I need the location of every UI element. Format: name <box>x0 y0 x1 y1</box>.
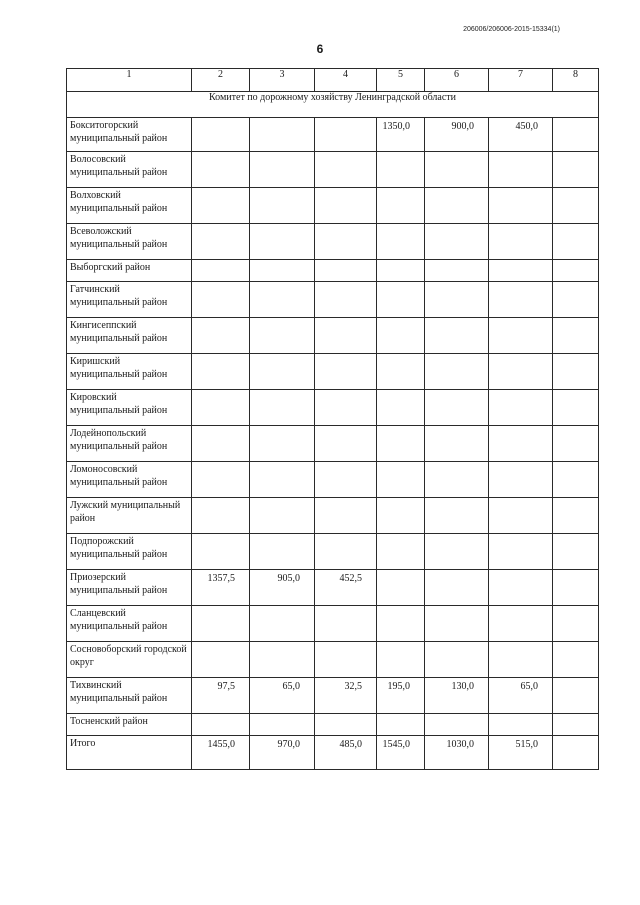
value-cell <box>250 354 315 390</box>
value-cell <box>377 570 425 606</box>
value-cell <box>192 606 250 642</box>
value-cell <box>553 260 599 282</box>
value-cell <box>192 260 250 282</box>
value-cell <box>553 678 599 714</box>
value-cell <box>377 224 425 260</box>
value-cell <box>425 462 489 498</box>
value-cell <box>489 642 553 678</box>
value-cell <box>553 606 599 642</box>
value-cell <box>425 318 489 354</box>
value-cell <box>425 606 489 642</box>
value-cell <box>489 534 553 570</box>
value-cell <box>489 188 553 224</box>
table-row <box>67 678 599 714</box>
district-name: Сланцевский муниципальный район <box>67 606 192 642</box>
value-cell <box>425 282 489 318</box>
value-cell <box>553 642 599 678</box>
value-cell <box>377 354 425 390</box>
value-cell: 1455,0 <box>192 736 250 770</box>
data-table <box>66 68 599 770</box>
value-cell <box>377 462 425 498</box>
value-cell <box>489 282 553 318</box>
value-cell <box>377 642 425 678</box>
value-cell <box>315 188 377 224</box>
value-cell <box>315 260 377 282</box>
district-name: Бокситогорский муниципальный район <box>67 118 192 152</box>
value-cell <box>425 152 489 188</box>
value-cell <box>425 354 489 390</box>
table-row <box>67 570 599 606</box>
column-number: 4 <box>315 69 377 92</box>
value-cell <box>250 462 315 498</box>
district-name: Лужский муниципальный район <box>67 498 192 534</box>
value-cell <box>192 714 250 736</box>
district-name: Тосненский район <box>67 714 192 736</box>
district-name: Кировский муниципальный район <box>67 390 192 426</box>
table-row <box>67 318 599 354</box>
value-cell <box>553 714 599 736</box>
value-cell <box>553 390 599 426</box>
value-cell <box>192 282 250 318</box>
value-cell <box>489 570 553 606</box>
value-cell <box>192 118 250 152</box>
value-cell <box>315 714 377 736</box>
table-row <box>67 714 599 736</box>
value-cell <box>489 354 553 390</box>
value-cell <box>315 606 377 642</box>
value-cell <box>553 426 599 462</box>
value-cell <box>553 224 599 260</box>
value-cell <box>192 224 250 260</box>
value-cell <box>553 188 599 224</box>
value-cell <box>250 426 315 462</box>
table-row <box>67 736 599 770</box>
value-cell <box>553 462 599 498</box>
table-row <box>67 152 599 188</box>
value-cell: 900,0 <box>425 118 489 152</box>
value-cell <box>553 354 599 390</box>
table-row <box>67 390 599 426</box>
value-cell <box>250 118 315 152</box>
table-row <box>67 642 599 678</box>
value-cell <box>315 462 377 498</box>
value-cell: 450,0 <box>489 118 553 152</box>
value-cell <box>192 152 250 188</box>
value-cell <box>315 390 377 426</box>
value-cell <box>489 318 553 354</box>
value-cell <box>315 642 377 678</box>
value-cell <box>315 318 377 354</box>
value-cell <box>489 426 553 462</box>
value-cell <box>489 498 553 534</box>
value-cell <box>425 534 489 570</box>
value-cell <box>250 188 315 224</box>
column-number: 3 <box>250 69 315 92</box>
value-cell <box>377 318 425 354</box>
value-cell <box>315 224 377 260</box>
value-cell <box>250 534 315 570</box>
district-name: Выборгский район <box>67 260 192 282</box>
value-cell: 97,5 <box>192 678 250 714</box>
district-name: Лодейнопольский муниципальный район <box>67 426 192 462</box>
table-row <box>67 534 599 570</box>
value-cell <box>192 188 250 224</box>
value-cell <box>425 224 489 260</box>
value-cell <box>425 642 489 678</box>
value-cell <box>377 390 425 426</box>
table-row <box>67 462 599 498</box>
value-cell <box>250 714 315 736</box>
section-title: Комитет по дорожному хозяйству Ленинградской области <box>67 92 599 118</box>
district-name: Киришский муниципальный район <box>67 354 192 390</box>
value-cell <box>192 498 250 534</box>
value-cell: 65,0 <box>489 678 553 714</box>
table-row <box>67 354 599 390</box>
value-cell: 1545,0 <box>377 736 425 770</box>
table-row <box>67 282 599 318</box>
value-cell <box>315 534 377 570</box>
value-cell <box>425 188 489 224</box>
value-cell: 65,0 <box>250 678 315 714</box>
value-cell <box>377 282 425 318</box>
district-name: Всеволожский муниципальный район <box>67 224 192 260</box>
value-cell <box>315 282 377 318</box>
value-cell <box>192 642 250 678</box>
value-cell: 970,0 <box>250 736 315 770</box>
value-cell <box>377 498 425 534</box>
value-cell <box>489 224 553 260</box>
value-cell <box>489 260 553 282</box>
value-cell <box>315 498 377 534</box>
value-cell <box>250 260 315 282</box>
value-cell <box>250 642 315 678</box>
value-cell: 195,0 <box>377 678 425 714</box>
value-cell <box>250 498 315 534</box>
value-cell <box>489 714 553 736</box>
value-cell <box>425 714 489 736</box>
table-row <box>67 188 599 224</box>
value-cell <box>425 570 489 606</box>
district-name: Итого <box>67 736 192 770</box>
section-row <box>67 92 599 118</box>
table-row <box>67 426 599 462</box>
value-cell <box>377 260 425 282</box>
column-number: 1 <box>67 69 192 92</box>
value-cell <box>192 354 250 390</box>
value-cell: 452,5 <box>315 570 377 606</box>
value-cell <box>377 426 425 462</box>
table-row <box>67 606 599 642</box>
district-name: Волосовский муниципальный район <box>67 152 192 188</box>
district-name: Тихвинский муниципальный район <box>67 678 192 714</box>
column-number-row <box>67 69 599 92</box>
table-row <box>67 498 599 534</box>
value-cell <box>489 606 553 642</box>
value-cell <box>315 152 377 188</box>
district-name: Кингисеппский муниципальный район <box>67 318 192 354</box>
value-cell <box>250 282 315 318</box>
district-name: Гатчинский муниципальный район <box>67 282 192 318</box>
value-cell <box>192 390 250 426</box>
value-cell: 1350,0 <box>377 118 425 152</box>
value-cell <box>425 498 489 534</box>
value-cell <box>250 152 315 188</box>
value-cell <box>553 534 599 570</box>
value-cell <box>553 318 599 354</box>
table-row <box>67 224 599 260</box>
value-cell <box>377 606 425 642</box>
value-cell <box>315 354 377 390</box>
value-cell <box>250 224 315 260</box>
value-cell: 130,0 <box>425 678 489 714</box>
value-cell <box>315 118 377 152</box>
table-row <box>67 260 599 282</box>
value-cell: 485,0 <box>315 736 377 770</box>
district-name: Сосновоборский городской округ <box>67 642 192 678</box>
value-cell <box>250 606 315 642</box>
value-cell <box>553 152 599 188</box>
value-cell <box>553 282 599 318</box>
column-number: 7 <box>489 69 553 92</box>
column-number: 8 <box>553 69 599 92</box>
value-cell <box>377 534 425 570</box>
value-cell <box>425 390 489 426</box>
value-cell <box>425 426 489 462</box>
value-cell <box>553 570 599 606</box>
value-cell <box>489 152 553 188</box>
value-cell <box>489 390 553 426</box>
value-cell <box>377 152 425 188</box>
value-cell <box>553 118 599 152</box>
district-name: Ломоносовский муниципальный район <box>67 462 192 498</box>
value-cell <box>553 498 599 534</box>
district-name: Приозерский муниципальный район <box>67 570 192 606</box>
value-cell <box>250 318 315 354</box>
value-cell <box>489 462 553 498</box>
value-cell <box>192 534 250 570</box>
value-cell <box>553 736 599 770</box>
column-number: 6 <box>425 69 489 92</box>
value-cell <box>250 390 315 426</box>
value-cell: 1030,0 <box>425 736 489 770</box>
value-cell: 1357,5 <box>192 570 250 606</box>
value-cell <box>425 260 489 282</box>
value-cell <box>192 318 250 354</box>
page-number: 6 <box>316 42 324 56</box>
value-cell: 32,5 <box>315 678 377 714</box>
value-cell <box>377 188 425 224</box>
value-cell: 905,0 <box>250 570 315 606</box>
district-name: Волховский муниципальный район <box>67 188 192 224</box>
document-id: 206006/206006-2015-15334(1) <box>463 26 560 33</box>
column-number: 2 <box>192 69 250 92</box>
district-name: Подпорожский муниципальный район <box>67 534 192 570</box>
value-cell <box>192 462 250 498</box>
value-cell: 515,0 <box>489 736 553 770</box>
value-cell <box>315 426 377 462</box>
column-number: 5 <box>377 69 425 92</box>
value-cell <box>377 714 425 736</box>
table-row <box>67 118 599 152</box>
value-cell <box>192 426 250 462</box>
